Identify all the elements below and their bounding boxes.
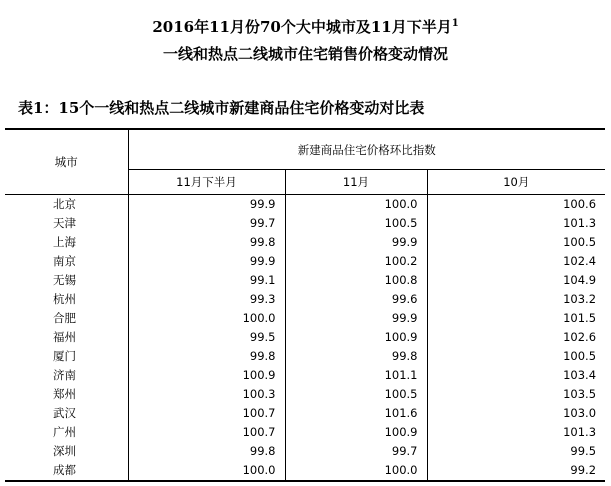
table-row (5, 423, 605, 442)
price-index-table (5, 128, 605, 482)
value-cell: 99.5 (249, 330, 276, 344)
value-cell: 101.1 (285, 366, 427, 385)
city-cell: 厦门 (5, 347, 128, 366)
value-cell: 100.5 (427, 233, 605, 252)
value-cell: 100.0 (242, 311, 276, 325)
value-cell: 101.3 (427, 423, 605, 442)
table-row (5, 461, 605, 481)
table-row (5, 442, 605, 461)
footnote-marker: 1 (451, 18, 459, 29)
document-title-line1 (0, 18, 611, 36)
value-cell: 99.6 (285, 290, 427, 309)
city-cell: 郑州 (5, 385, 128, 404)
value-cell: 99.7 (285, 442, 427, 461)
value-cell: 99.2 (427, 461, 605, 481)
value-cell: 100.5 (285, 385, 427, 404)
value-cell: 100.6 (427, 195, 605, 215)
value-cell: 99.7 (249, 216, 276, 230)
column-header-november: 11月 (285, 170, 427, 195)
table-row (5, 404, 605, 423)
value-cell: 100.0 (285, 461, 427, 481)
value-cell: 100.7 (242, 406, 276, 420)
value-cell: 102.6 (427, 328, 605, 347)
value-cell: 100.7 (242, 425, 276, 439)
value-cell: 100.9 (285, 328, 427, 347)
value-cell: 103.0 (427, 404, 605, 423)
city-cell: 深圳 (5, 442, 128, 461)
value-cell: 101.5 (427, 309, 605, 328)
value-cell: 103.2 (427, 290, 605, 309)
value-cell: 100.9 (285, 423, 427, 442)
value-cell: 101.6 (285, 404, 427, 423)
city-cell: 合肥 (5, 309, 128, 328)
city-cell: 成都 (5, 461, 128, 481)
table-row (5, 309, 605, 328)
city-cell: 南京 (5, 252, 128, 271)
table-row (5, 347, 605, 366)
table-row (5, 271, 605, 290)
value-cell: 103.4 (427, 366, 605, 385)
city-cell: 杭州 (5, 290, 128, 309)
value-cell: 99.8 (249, 444, 276, 458)
value-cell: 99.9 (285, 309, 427, 328)
table-row (5, 385, 605, 404)
value-cell: 103.5 (427, 385, 605, 404)
value-cell: 100.8 (285, 271, 427, 290)
value-cell: 99.9 (249, 254, 276, 268)
value-cell: 100.2 (285, 252, 427, 271)
value-cell: 99.8 (249, 349, 276, 363)
city-cell: 广州 (5, 423, 128, 442)
table-caption: 表1：15个一线和热点二线城市新建商品住宅价格变动对比表 (18, 99, 425, 117)
value-cell: 99.3 (249, 292, 276, 306)
city-cell: 武汉 (5, 404, 128, 423)
city-cell: 济南 (5, 366, 128, 385)
city-cell: 上海 (5, 233, 128, 252)
table-row (5, 290, 605, 309)
value-cell: 99.9 (249, 197, 276, 211)
value-cell: 99.9 (285, 233, 427, 252)
value-cell: 100.3 (242, 387, 276, 401)
value-cell: 99.8 (285, 347, 427, 366)
table-row (5, 252, 605, 271)
value-cell: 104.9 (427, 271, 605, 290)
value-cell: 100.5 (427, 347, 605, 366)
table-body (5, 195, 605, 482)
city-cell: 天津 (5, 214, 128, 233)
city-cell: 无锡 (5, 271, 128, 290)
value-cell: 99.8 (249, 235, 276, 249)
table-row (5, 214, 605, 233)
city-cell: 福州 (5, 328, 128, 347)
value-cell: 100.0 (128, 461, 285, 481)
city-cell: 北京 (5, 195, 128, 215)
column-header-late-november: 11月下半月 (128, 170, 285, 195)
value-cell: 99.5 (427, 442, 605, 461)
value-cell: 100.0 (285, 195, 427, 215)
value-cell: 99.1 (249, 273, 276, 287)
table-row (5, 328, 605, 347)
title-line1-text: 2016年11月份70个大中城市及11月下半月 (152, 18, 452, 36)
column-header-october: 10月 (427, 170, 605, 195)
table-row (5, 233, 605, 252)
value-cell: 100.5 (285, 214, 427, 233)
document-title-line2: 一线和热点二线城市住宅销售价格变动情况 (162, 45, 448, 63)
table-row (5, 195, 605, 215)
value-cell: 102.4 (427, 252, 605, 271)
city-column-header: 城市 (5, 129, 128, 195)
value-cell: 101.3 (427, 214, 605, 233)
table-row (5, 366, 605, 385)
index-group-header: 新建商品住宅价格环比指数 (128, 129, 605, 170)
value-cell: 100.9 (242, 368, 276, 382)
